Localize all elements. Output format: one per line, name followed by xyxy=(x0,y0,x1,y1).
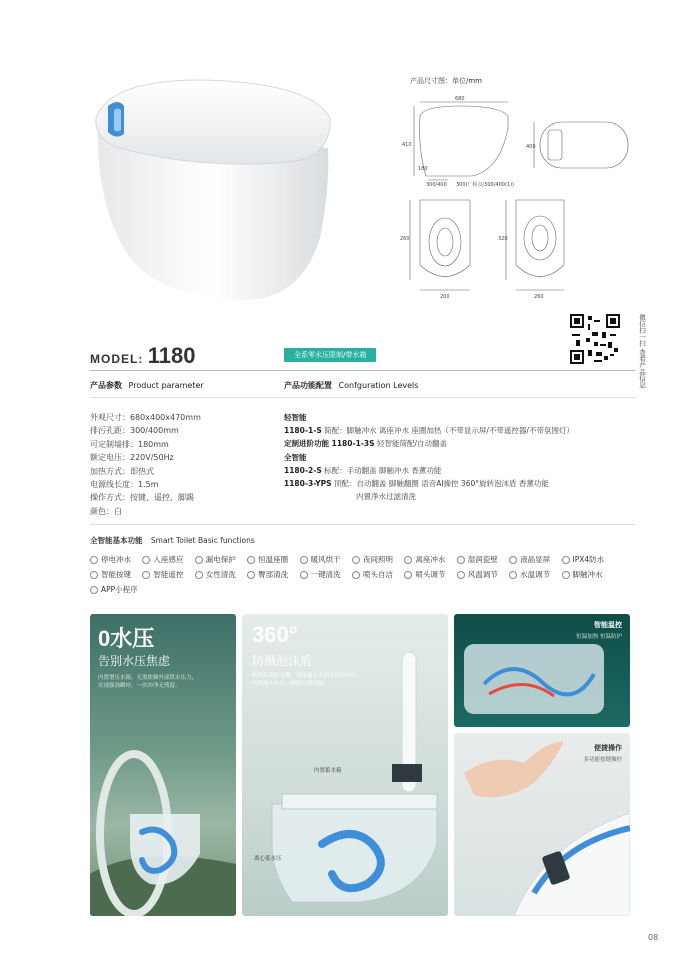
param-item: 电源线长度：1.5m xyxy=(90,480,159,490)
temperature-control-panel xyxy=(454,614,630,727)
model-number: 1180 xyxy=(147,343,196,368)
param-item: 额定电压：220V/50Hz xyxy=(90,453,174,463)
panel4-desc: 多功能按键操控 xyxy=(583,757,622,763)
toilet-hero-image xyxy=(90,78,340,308)
water-tank-illustration xyxy=(90,724,236,916)
foam-shield-panel xyxy=(242,614,448,916)
feature-item: 智能按键 xyxy=(90,569,131,581)
config-1180-3-yps: 1180-3-YPS 顶配：自动翻盖 脚触翻圈 语音AI操控 360°旋转泡沫盾 香薰功能 xyxy=(284,479,549,489)
feature-item: 女性清洗 xyxy=(195,569,236,581)
param-list xyxy=(90,411,201,518)
features-title xyxy=(90,535,255,546)
feature-item: 喷头自洁 xyxy=(352,569,393,581)
param-item: 排污孔距：300/400mm xyxy=(90,426,179,436)
feature-item: APP小程序 xyxy=(90,584,138,596)
feature-item: 湿润瓷壁 xyxy=(457,554,498,566)
feature-item: 恒温座圈 xyxy=(247,554,288,566)
param-item: 可定制墙排：180mm xyxy=(90,439,169,449)
config-custom-advanced: 定制进阶功能 1180-1-3S 轻智能简配/自动翻盖 xyxy=(284,439,447,449)
feature-item: 液晶显屏 xyxy=(509,554,550,566)
features-title-cn: 全智能基本功能 xyxy=(90,536,143,545)
bullet-icon xyxy=(404,571,412,579)
bullet-icon xyxy=(562,556,570,564)
bullet-icon xyxy=(509,556,517,564)
transparent-toilet-illustration xyxy=(242,644,448,916)
feature-item: 停电冲水 xyxy=(90,554,131,566)
bullet-icon xyxy=(247,571,255,579)
qr-caption: 微信扫一扫 查看产品信息 xyxy=(638,314,646,388)
bullet-icon xyxy=(300,571,308,579)
divider-top xyxy=(90,370,635,371)
bullet-icon xyxy=(142,571,150,579)
bullet-icon xyxy=(90,586,98,594)
dim-300-400: 300/400 xyxy=(426,182,447,188)
panel2-headline: 360° xyxy=(252,622,298,647)
feature-item: 漏电保护 xyxy=(195,554,236,566)
bullet-icon xyxy=(90,571,98,579)
panel2-tag-pressure: 离心低水压 xyxy=(254,856,282,862)
param-item: 颜色：白 xyxy=(90,506,122,516)
dimensions-label: 产品尺寸图：单位/mm xyxy=(410,77,482,85)
bullet-icon xyxy=(300,556,308,564)
bullet-icon xyxy=(457,556,465,564)
bullet-icon xyxy=(90,556,98,564)
bullet-icon xyxy=(404,556,412,564)
feature-item: 一键清洗 xyxy=(300,569,341,581)
panel3-desc: 恒温加热 恒温防护 xyxy=(576,634,622,640)
config-full-heading: 全智能 xyxy=(284,452,307,462)
panel2-desc: 物理阻隔防飞溅，泡沫覆盖水面形成缓冲层， 有效减少水花、抑制分解异味。 xyxy=(252,673,363,687)
param-section-title xyxy=(90,380,204,391)
dim-260-back: 260 xyxy=(534,294,544,300)
feature-item: 智能遥控 xyxy=(142,569,183,581)
feature-item: 风温调节 xyxy=(457,569,498,581)
panel4-title: 便捷操作 xyxy=(594,744,622,752)
page-number: 08 xyxy=(648,933,659,942)
zero-pressure-panel xyxy=(90,614,236,916)
bullet-icon xyxy=(247,556,255,564)
internal-structure-illustration xyxy=(454,614,630,727)
config-light-heading: 轻智能 xyxy=(284,413,307,422)
convenient-operation-panel xyxy=(454,733,630,916)
config-water-filter: 内置净水过滤清洗 xyxy=(356,492,416,502)
divider-bottom xyxy=(90,524,635,525)
dim-400: 400 xyxy=(526,144,536,150)
dim-range: 300(厂检点/300/400(1)) xyxy=(456,182,514,188)
panel1-headline: 0水压 xyxy=(98,626,155,651)
panel1-subtitle: 告别水压焦虑 xyxy=(98,654,171,668)
feature-item: 离座冲水 xyxy=(404,554,445,566)
panel2-subtitle: 防溅泡沫盾 xyxy=(252,654,313,668)
feature-item: 暖风烘干 xyxy=(300,554,341,566)
model-title xyxy=(90,343,196,369)
panel3-title: 智能温控 xyxy=(594,621,622,629)
param-item: 外观尺寸：680x400x470mm xyxy=(90,413,201,422)
bullet-icon xyxy=(509,571,517,579)
bullet-icon xyxy=(562,571,570,579)
panel1-desc: 内置增压水箱，无需依赖外部供水压力， 实现强劲瞬冲，一次冲净无残留。 xyxy=(98,675,198,689)
bullet-icon xyxy=(142,556,150,564)
param-title-en: Product parameter xyxy=(128,381,204,390)
dim-180: 180 xyxy=(418,166,428,172)
bullet-icon xyxy=(352,571,360,579)
dim-320: 320 xyxy=(498,236,508,242)
dim-680: 680 xyxy=(455,96,465,102)
dimension-drawings xyxy=(400,90,640,305)
feature-list xyxy=(90,554,650,599)
panel2-tag-tank: 内置蓄水箱 xyxy=(314,768,342,774)
model-prefix: MODEL: xyxy=(90,352,144,366)
qr-code xyxy=(570,314,620,364)
zero-pressure-badge: 全系零水压限制/带水箱 xyxy=(284,348,376,362)
config-list xyxy=(284,411,574,503)
divider-mid xyxy=(90,397,635,398)
feature-item: 脚触冲水 xyxy=(562,569,603,581)
bullet-icon xyxy=(352,556,360,564)
param-item: 操作方式：按键、遥控、脚踢 xyxy=(90,493,194,503)
dim-260-front: 260 xyxy=(400,236,410,242)
bullet-icon xyxy=(195,571,203,579)
feature-item: 夜间照明 xyxy=(352,554,393,566)
bullet-icon xyxy=(457,571,465,579)
config-title-cn: 产品功能配置 xyxy=(284,381,332,390)
param-title-cn: 产品参数 xyxy=(90,381,122,390)
bullet-icon xyxy=(195,556,203,564)
config-1180-1-s: 1180-1-S 简配：脚触冲水 离座冲水 座圈加热（不带显示屏/不带遥控器/不带氛围灯） xyxy=(284,426,574,436)
feature-item: 入座感应 xyxy=(142,554,183,566)
dim-410: 410 xyxy=(402,142,412,148)
param-item: 加热方式：即热式 xyxy=(90,466,154,476)
feature-item: 水温调节 xyxy=(509,569,550,581)
config-1180-2-s: 1180-2-S 标配：手动翻盖 脚触冲水 香薰功能 xyxy=(284,465,442,475)
config-title-en: Confguration Levels xyxy=(338,381,419,390)
features-title-en: Smart Toilet Basic functions xyxy=(150,536,255,545)
feature-item: IPX4防水 xyxy=(562,554,605,566)
dim-200: 200 xyxy=(440,294,450,300)
config-section-title xyxy=(284,380,418,391)
feature-item: 喷头调节 xyxy=(404,569,445,581)
feature-item: 臀部清洗 xyxy=(247,569,288,581)
